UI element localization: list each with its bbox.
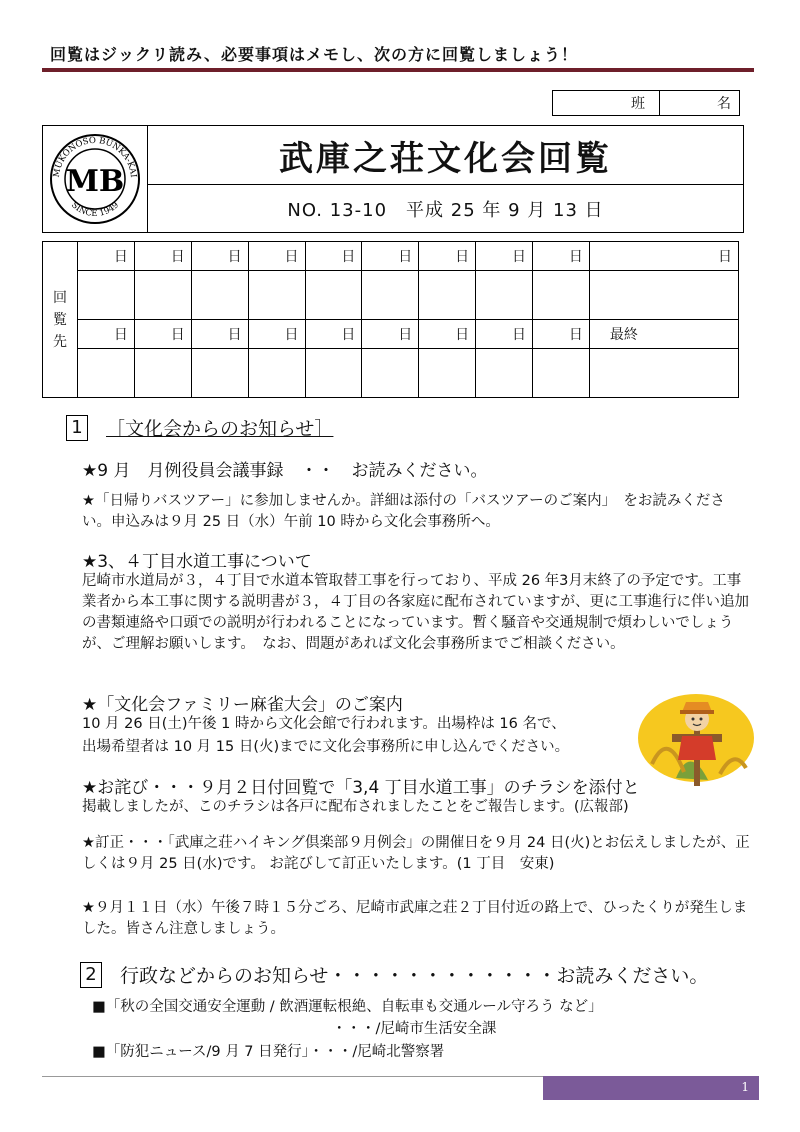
stamp-cell [476,349,533,398]
notice-bus-tour: ★「日帰りバスツアー」に参加しませんか。詳細は添付の「バスツアーのご案内」 をお読みください。申込みは９月 25 日（水）午前 10 時から文化会事務所へ。 [82,493,725,530]
admin-notice-traffic-source: ・・・/尼崎市生活安全課 [332,1021,497,1037]
notice-apology-line2: 掲載しましたが、このチラシは各戸に配布されましたことをご報告します。(広報部) [82,799,629,815]
logo-ring-top: MUKONOSO BUNKA-KAI [51,135,138,179]
stamp-cell [419,271,476,320]
day-cell: 日 [533,242,590,271]
stamp-cell [533,271,590,320]
issue-number-date: NO. 13-10 平成 25 年 9 月 13 日 [287,199,604,221]
notice-water-works-heading: ★3、４丁目水道工事について [82,552,312,572]
last-cell: 最終 [589,320,738,349]
day-cell: 日 [134,320,191,349]
logo-ring-bottom: SINCE 1949 [69,200,121,220]
mei-label: 名 [717,96,731,112]
notice-snatching: ★９月１１日（水）午後７時１５分ごろ、尼崎市武庫之荘２丁目付近の路上で、ひったくりが発生しました。皆さん注意しましょう。 [82,900,748,937]
notice-mahjong-heading: ★「文化会ファミリー麻雀大会」のご案内 [82,695,403,715]
day-cell: 日 [476,320,533,349]
han-label: 班 [553,91,660,115]
stamp-cell [589,349,738,398]
notice-apology-line1: ★お詫び・・・９月２日付回覧で「3,4 丁目水道工事」のチラシを添付と [82,778,640,798]
day-cell: 日 [419,320,476,349]
day-cell: 日 [78,320,135,349]
notice-water-works-text: 尼崎市水道局が３，４丁目で水道本管取替工事を行っており、平成 26 年3月末終了の予定です。工事業者から本工事に関する説明書が３，４丁目の各家庭に配布されていますが、更に工事進行に伴い追加の書類連絡や口頭での説明が行われることになっています。暫く騒音や交通規制で煩わしいでしょうが、ご理解お願いします。 なお、問題があれば文化会事務所までご相談ください。 [82,573,749,652]
day-cell: 日 [476,242,533,271]
page-number-bar [543,1076,759,1100]
stamp-cell [248,349,305,398]
circulation-table [42,241,739,398]
stamp-cell [419,349,476,398]
notice-minutes: ★9 月 月例役員会議事録 ・・ お読みください。 [82,461,488,481]
logo-cell [43,126,148,232]
day-cell: 日 [134,242,191,271]
top-divider [42,68,754,72]
day-cell: 日 [362,320,419,349]
day-cell: 日 [305,320,362,349]
stamp-cell [191,349,248,398]
scarecrow-illustration [638,686,754,792]
group-name-box [552,90,740,116]
section-number: 1 [66,415,88,441]
day-cell: 日 [305,242,362,271]
day-cell: 日 [248,242,305,271]
circulation-label: 回 覧 先 [43,242,78,398]
section-1-heading [66,414,333,441]
section-title: ［文化会からのお知らせ］ [106,418,334,440]
top-notice: 回覧はジックリ読み、必要事項はメモし、次の方に回覧しましょう！ [50,45,578,64]
day-cell: 日 [589,242,738,271]
stamp-cell [362,349,419,398]
mb-logo [43,126,147,232]
logo-monogram: MB [65,164,125,199]
day-cell: 日 [419,242,476,271]
stamp-cell [78,271,135,320]
section-number: 2 [80,962,102,988]
section-2-heading [80,961,708,988]
stamp-cell [362,271,419,320]
notice-mahjong-line1: 10 月 26 日(土)午後 1 時から文化会館で行われます。出場枠は 16 名で、 [82,716,566,732]
admin-notice-traffic: ■「秋の全国交通安全運動 / 飲酒運転根絶、自転車も交通ルール守ろう など」 [92,999,603,1015]
notice-mahjong-line2: 出場希望者は 10 月 15 日(火)までに文化会事務所に申し込んでください。 [82,739,570,755]
day-cell: 日 [191,242,248,271]
day-cell: 日 [248,320,305,349]
day-cell: 日 [191,320,248,349]
page-number: 1 [741,1080,749,1094]
stamp-cell [533,349,590,398]
stamp-cell [191,271,248,320]
notice-correction: ★訂正・・・「武庫之荘ハイキング倶楽部９月例会」の開催日を９月 24 日(火)とお伝えしましたが、正しくは９月 25 日(水)です。 お詫びして訂正いたします。(1 丁目 安東) [82,835,750,872]
stamp-cell [134,349,191,398]
day-cell: 日 [78,242,135,271]
stamp-cell [476,271,533,320]
admin-notice-crime: ■「防犯ニュース/9 月 7 日発行」・・・/尼崎北警察署 [92,1044,445,1060]
page-title: 武庫之荘文化会回覧 [148,126,743,185]
stamp-cell [134,271,191,320]
title-block [42,125,744,233]
stamp-cell [589,271,738,320]
day-cell: 日 [533,320,590,349]
stamp-cell [305,271,362,320]
stamp-cell [248,271,305,320]
stamp-cell [78,349,135,398]
day-cell: 日 [362,242,419,271]
stamp-cell [305,349,362,398]
section-title: 行政などからのお知らせ・・・・・・・・・・・・お読みください。 [120,965,709,987]
